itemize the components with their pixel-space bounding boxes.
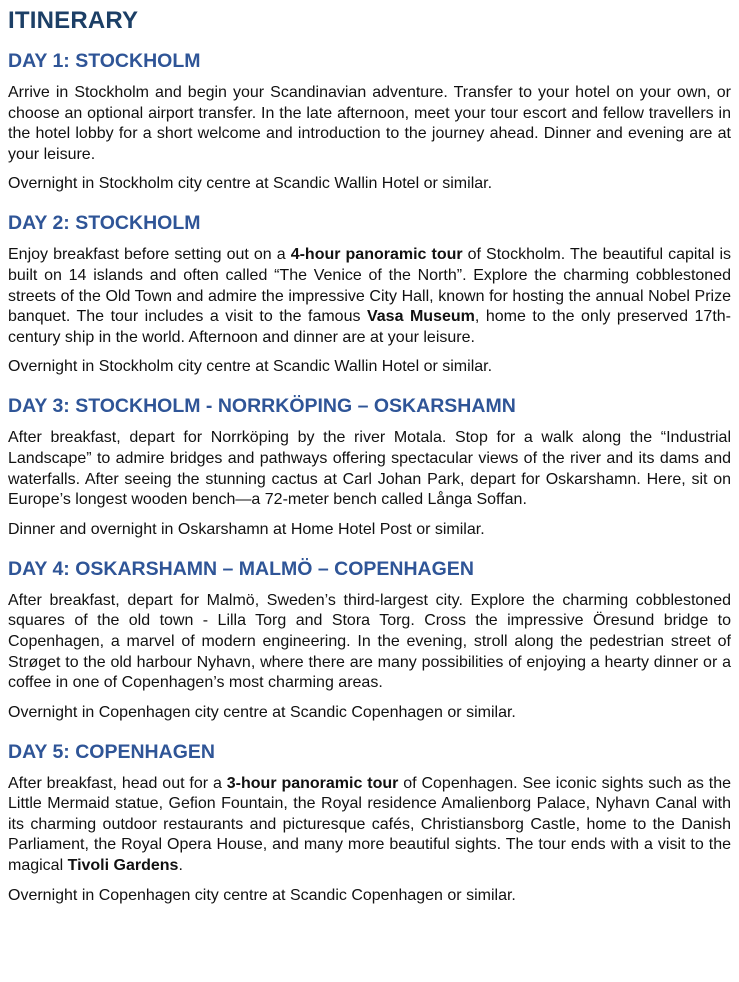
day-description xyxy=(8,774,731,877)
day-section xyxy=(8,557,731,723)
day-description xyxy=(8,83,731,165)
day-section xyxy=(8,49,731,194)
description-text: . xyxy=(178,857,183,875)
description-text: After breakfast, depart for Norrköping by the river Motala. Stop for a walk along the “Industrial Landscape” to admire bridges and pathways offering spectacular views of the river and its dams and waterfalls. After seeing the stunning cactus at Carl Johan Park, depart for Oskarshamn. Here, sit on Europe’s longest wooden bench—a 72-meter bench called Långa Soffan. xyxy=(8,429,731,509)
highlight-text: Tivoli Gardens xyxy=(67,857,179,875)
day-heading: DAY 2: STOCKHOLM xyxy=(8,212,201,235)
highlight-text: 4-hour panoramic tour xyxy=(290,246,463,264)
description-text: of Stockholm. The beautiful capital is built on 14 islands and often called “The Venice of the North”. Explore the charming cobblestoned streets of the Old Town and admire the impressive City Hall, known for hosting the annual Nobel Prize banquet. The tour includes a visit to the famous xyxy=(8,246,731,326)
day-description xyxy=(8,245,731,348)
description-text: Enjoy breakfast before setting out on a xyxy=(8,246,291,264)
days-container xyxy=(8,49,731,906)
overnight-note: Overnight in Stockholm city centre at Scandic Wallin Hotel or similar. xyxy=(8,358,493,376)
day-heading: DAY 3: STOCKHOLM - NORRKÖPING – OSKARSHAMN xyxy=(8,395,516,418)
overnight-note: Overnight in Copenhagen city centre at Scandic Copenhagen or similar. xyxy=(8,886,516,904)
day-section xyxy=(8,394,731,539)
description-text: After breakfast, depart for Malmö, Sweden’s third-largest city. Explore the charming cobblestoned squares of the old town - Lilla Torg and Stora Torg. Cross the impressive Öresund bridge to Copenhagen, a marvel of modern engineering. In the evening, stroll along the pedestrian street of Strøget to the old harbour Nyhavn, where there are many possibilities of enjoying a hearty dinner or a coffee in one of Copenhagen’s most charming areas. xyxy=(8,591,731,692)
overnight-note: Overnight in Stockholm city centre at Scandic Wallin Hotel or similar. xyxy=(8,175,493,193)
day-heading: DAY 5: COPENHAGEN xyxy=(8,740,215,763)
overnight-note: Dinner and overnight in Oskarshamn at Home Hotel Post or similar. xyxy=(8,520,485,538)
page-title: ITINERARY xyxy=(8,7,139,34)
description-text: , home to the only preserved 17th-century ship in the world. Afternoon and dinner are at your leisure. xyxy=(8,308,732,346)
day-heading: DAY 4: OSKARSHAMN – MALMÖ – COPENHAGEN xyxy=(8,557,474,580)
description-text: of Copenhagen. See iconic sights such as the Little Mermaid statue, Gefion Fountain, the Royal residence Amalienborg Palace, Nyhavn Canal with its charming outdoor restaurants and picturesque cafés, Christiansborg Castle, home to the Danish Parliament, the Royal Opera House, and many more beautiful sights. The tour ends with a visit to the magical xyxy=(8,774,731,875)
day-section xyxy=(8,211,731,377)
description-text: After breakfast, head out for a xyxy=(8,774,227,792)
day-description xyxy=(8,591,731,694)
overnight-note: Overnight in Copenhagen city centre at Scandic Copenhagen or similar. xyxy=(8,703,516,721)
day-description xyxy=(8,428,731,510)
day-heading: DAY 1: STOCKHOLM xyxy=(8,50,201,72)
highlight-text: 3-hour panoramic tour xyxy=(226,774,399,792)
highlight-text: Vasa Museum xyxy=(366,308,475,326)
day-section xyxy=(8,740,731,906)
description-text: Arrive in Stockholm and begin your Scandinavian adventure. Transfer to your hotel on your own, or choose an optional airport transfer. In the late afternoon, meet your tour escort and fellow travellers in the hotel lobby for a short welcome and introduction to the journey ahead. Dinner and evening are at your leisure. xyxy=(8,84,731,163)
